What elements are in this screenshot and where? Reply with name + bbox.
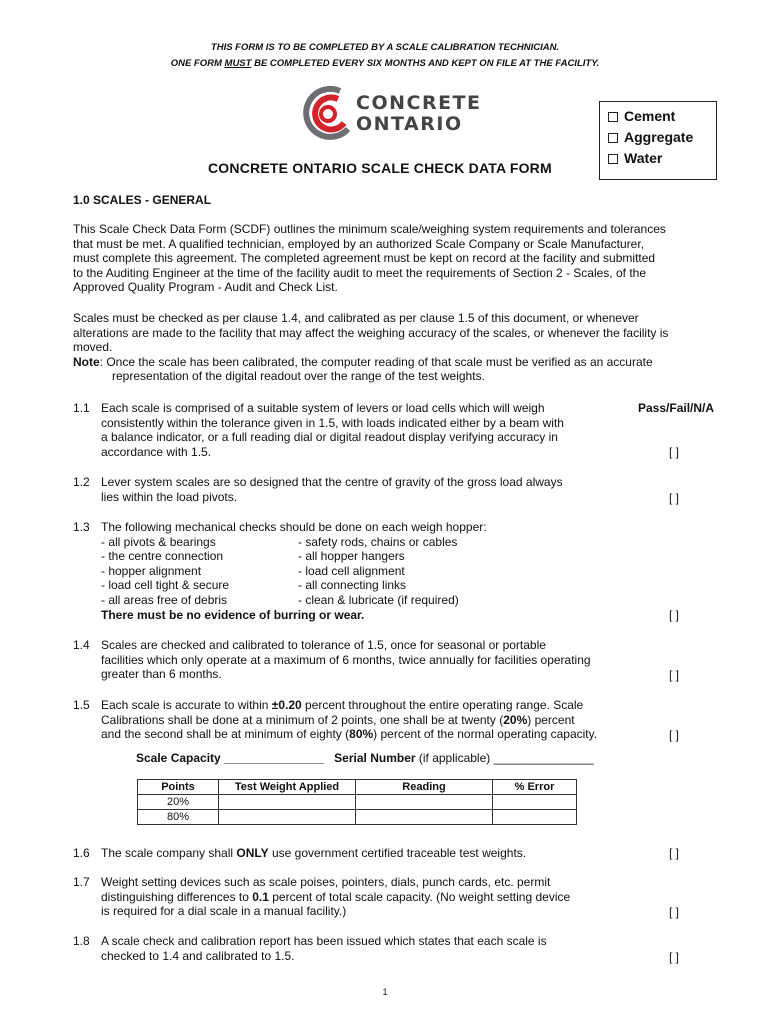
text-line: alterations are made to the facility that may affect the weighing accuracy of the scales, or whenever the facility is [73,325,669,340]
reading-cell[interactable] [356,795,493,810]
pass-fail-box[interactable]: [ ] [669,668,680,682]
text-run: Each scale is accurate to within [101,698,272,712]
list-item: - hopper alignment [101,563,202,578]
text-line: to the Auditing Engineer at the time of the facility audit to meet the requirements of Section 2 - Scales, of the [73,265,646,280]
text-line: Weight setting devices such as scale poises, pointers, dials, punch cards, etc. permit [101,875,551,889]
item-text [101,475,563,504]
notice-line-2 [0,58,770,69]
text-line [101,727,597,742]
material-label: Cement [624,108,676,124]
logo-mark-icon [300,85,356,143]
item-number: 1.2 [73,475,90,489]
list-item: - all connecting links [298,578,407,592]
item-1-7 [73,875,713,921]
text-line: Scales are checked and calibrated to tolerance of 1.5, once for seasonal or portable [101,638,546,652]
text-line: Approved Quality Program - Audit and Check List. [73,280,338,294]
scale-capacity-field[interactable]: Scale Capacity _______________ [136,751,325,765]
pass-fail-box[interactable]: [ ] [669,608,680,622]
text-line: moved. [73,340,113,354]
text-line: consistently within the tolerance given in 1.5, with loads indicated either by a beam with [101,415,564,430]
text-line: Scales must be checked as per clause 1.4, and calibrated as per clause 1.5 of this document, or whenever [73,311,639,325]
list-item: - clean & lubricate (if required) [298,592,459,607]
item-text [101,846,526,861]
text-line: Lever system scales are so designed that the centre of gravity of the gross load always [101,475,563,489]
material-option-water[interactable] [608,148,716,169]
notice-line-1: THIS FORM IS TO BE COMPLETED BY A SCALE CALIBRATION TECHNICIAN. [210,42,560,53]
text-line [101,890,570,905]
list-item: - all pivots & bearings [101,534,216,549]
note-line [73,355,703,370]
note-label: Note [73,354,100,369]
low-point-value: 20% [503,712,528,727]
text-run: distinguishing differences to [101,889,253,904]
text-line: is required for a dial scale in a manual facility.) [101,904,347,918]
text-run: ) percent of the normal operating capacity. [373,727,598,741]
reading-cell[interactable] [356,810,493,825]
material-label: Aggregate [624,129,694,145]
text-line: Each scale is comprised of a suitable system of levers or load cells which will weigh [101,401,545,415]
text-run: The scale company shall [101,846,237,860]
text-run: percent of total scale capacity. (No weight setting device [268,889,571,904]
text-line: must complete this agreement. The completed agreement must be kept on record at the facility and submitted [73,251,656,265]
item-number: 1.6 [73,846,90,860]
text-run: Calibrations shall be done at a minimum of 2 points, one shall be at twenty ( [101,712,504,727]
item-1-4 [73,638,713,684]
high-point-value: 80% [349,727,374,741]
checkbox-icon[interactable] [608,112,618,122]
serial-number-field[interactable]: (if applicable) _______________ [415,751,594,765]
calibration-points-table [137,779,577,825]
concrete-ontario-logo [300,85,482,145]
table-row [138,795,577,810]
item-number: 1.5 [73,698,90,712]
pass-fail-box[interactable]: [ ] [669,846,680,860]
item-1-6 [73,846,713,862]
error-cell[interactable] [493,810,577,825]
test-weight-cell[interactable] [219,810,356,825]
table-header-row [138,780,577,795]
text-line: lies within the load pivots. [101,489,238,504]
list-item: - all areas free of debris [101,592,228,607]
column-header: Test Weight Applied [219,780,356,795]
list-item: - load cell tight & secure [101,578,230,592]
error-cell[interactable] [493,795,577,810]
only-emphasis: ONLY [236,846,269,860]
text-line: accordance with 1.5. [101,444,212,459]
item-1-5 [73,698,713,773]
text-line [101,713,597,728]
item-1-8 [73,934,713,966]
serial-number-label: Serial Number [334,751,416,765]
resolution-value: 0.1 [252,889,269,904]
text-line: This Scale Check Data Form (SCDF) outlines the minimum scale/weighing system requirements and tolerances [73,222,666,236]
note-text-cont: representation of the digital readout over the range of the test weights. [112,369,485,383]
intro-paragraph [73,222,703,295]
pass-fail-header: Pass/Fail/N/A [638,401,715,415]
text-run: use government certified traceable test weights. [268,846,527,860]
burring-warning: There must be no evidence of burring or wear. [101,608,365,622]
material-label: Water [624,150,663,166]
item-1-3 [73,520,713,625]
text-run: and the second shall be at minimum of eighty ( [101,727,350,741]
list-item: - all hopper hangers [298,549,405,563]
item-text: The following mechanical checks should be done on each weigh hopper: [101,520,487,534]
item-text [101,934,547,963]
text-line [101,698,597,713]
item-number: 1.8 [73,934,90,948]
checkbox-icon[interactable] [608,133,618,143]
pass-fail-box[interactable]: [ ] [669,905,680,919]
check-list-right [298,535,459,608]
table-row [138,810,577,825]
notice-line-2-post: BE COMPLETED EVERY SIX MONTHS AND KEPT ON FILE AT THE FACILITY. [251,58,600,69]
tolerance-value: ±0.20 [271,698,302,712]
point-cell: 20% [138,795,219,810]
item-1-2 [73,475,713,507]
point-cell: 80% [138,810,219,825]
check-list-left [101,535,229,608]
text-line: A scale check and calibration report has been issued which states that each scale is [101,934,547,948]
item-text [101,698,597,742]
item-number: 1.7 [73,875,90,889]
material-option-cement[interactable] [608,106,716,127]
checking-paragraph [73,311,703,384]
text-line: that must be met. A qualified technician, employed by an authorized Scale Company or Scale Manufacturer, [73,236,644,251]
text-run: percent throughout the entire operating range. Scale [301,698,584,712]
page-number: 1 [382,987,388,997]
item-text [101,638,591,682]
item-1-1 [73,401,713,461]
item-text [101,875,570,919]
item-number: 1.3 [73,520,90,534]
pass-fail-box[interactable]: [ ] [669,950,680,964]
text-run: ) percent [527,712,575,727]
item-text [101,401,564,459]
checkbox-icon[interactable] [608,154,618,164]
list-item: - load cell alignment [298,563,405,578]
column-header: % Error [493,780,577,795]
test-weight-cell[interactable] [219,795,356,810]
text-line: facilities which only operate at a maximum of 6 months, twice annually for facilities operating [101,652,591,667]
logo-text-concrete: CONCRETE [356,92,482,114]
note-text: : Once the scale has been calibrated, the computer reading of that scale must be verified as an accurate [99,354,653,369]
form-title: CONCRETE ONTARIO SCALE CHECK DATA FORM [208,160,552,176]
pass-fail-box[interactable]: [ ] [669,445,680,459]
text-line: a balance indicator, or a full reading dial or digital readout display verifying accuracy in [101,430,558,444]
column-header: Reading [356,780,493,795]
list-item: - safety rods, chains or cables [298,534,458,549]
notice-line-2-pre: ONE FORM [170,58,225,69]
materials-box [599,101,717,180]
material-option-aggregate[interactable] [608,127,716,148]
pass-fail-box[interactable]: [ ] [669,491,680,505]
text-line: greater than 6 months. [101,667,222,681]
item-number: 1.4 [73,638,90,652]
section-heading: 1.0 SCALES - GENERAL [73,193,212,207]
list-item: - the centre connection [101,549,224,563]
notice-must: MUST [224,58,252,69]
logo-text-ontario: ONTARIO [356,113,463,135]
column-header: Points [138,780,219,795]
capacity-serial-line [136,751,594,766]
pass-fail-box[interactable]: [ ] [669,728,680,742]
item-number: 1.1 [73,401,90,415]
text-line: checked to 1.4 and calibrated to 1.5. [101,948,295,963]
